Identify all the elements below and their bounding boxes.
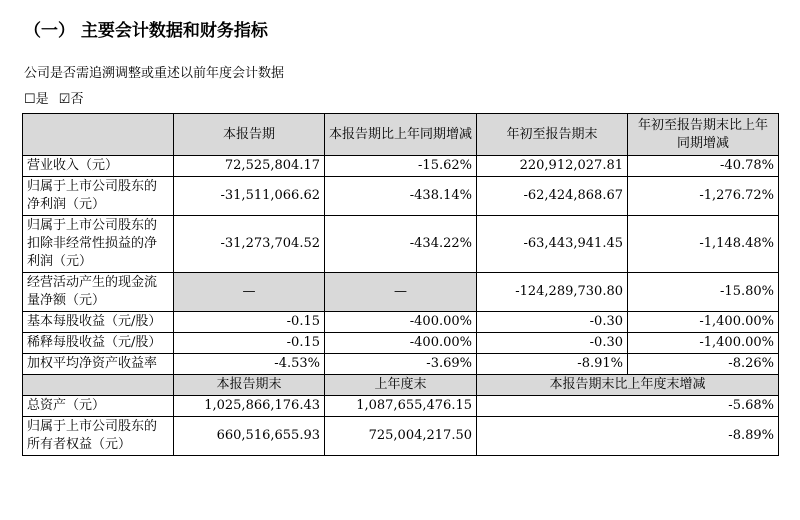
table-row — [23, 177, 779, 216]
header-blank — [23, 375, 174, 396]
cell: -0.15 — [174, 312, 325, 333]
table-row — [23, 156, 779, 177]
cell: -1,400.00% — [628, 333, 779, 354]
financial-indicators-table — [22, 113, 779, 456]
table-row — [23, 417, 779, 456]
row-label: 总资产（元） — [23, 396, 174, 417]
table-row — [23, 216, 779, 273]
cell: -15.62% — [325, 156, 477, 177]
section-title: （一） 主要会计数据和财务指标 — [24, 21, 268, 41]
cell: -63,443,941.45 — [477, 216, 628, 273]
header-ytd: 年初至报告期末 — [477, 114, 628, 156]
choice-yes[interactable]: ☐是 — [24, 92, 49, 107]
cell: -1,400.00% — [628, 312, 779, 333]
header-period-end: 本报告期末 — [174, 375, 325, 396]
cell-not-applicable: — — [174, 273, 325, 312]
row-label: 归属于上市公司股东的所有者权益（元） — [23, 417, 174, 456]
cell: -31,511,066.62 — [174, 177, 325, 216]
cell: -434.22% — [325, 216, 477, 273]
header-ytd-yoy: 年初至报告期末比上年同期增减 — [628, 114, 779, 156]
cell: -0.30 — [477, 312, 628, 333]
header-current-period: 本报告期 — [174, 114, 325, 156]
cell: 1,025,866,176.43 — [174, 396, 325, 417]
table-row — [23, 354, 779, 375]
cell: -8.26% — [628, 354, 779, 375]
header-current-yoy: 本报告期比上年同期增减 — [325, 114, 477, 156]
cell: -3.69% — [325, 354, 477, 375]
cell: -62,424,868.67 — [477, 177, 628, 216]
cell: -0.30 — [477, 333, 628, 354]
table-header-row — [23, 114, 779, 156]
cell: -400.00% — [325, 312, 477, 333]
restatement-question: 公司是否需追溯调整或重述以前年度会计数据 — [24, 66, 285, 81]
cell: 725,004,217.50 — [325, 417, 477, 456]
table2-header-row — [23, 375, 779, 396]
table-row — [23, 312, 779, 333]
cell: -438.14% — [325, 177, 477, 216]
row-label: 加权平均净资产收益率 — [23, 354, 174, 375]
cell-not-applicable: — — [325, 273, 477, 312]
table-row — [23, 333, 779, 354]
cell: 220,912,027.81 — [477, 156, 628, 177]
header-prior-year-end: 上年度末 — [325, 375, 477, 396]
cell: -124,289,730.80 — [477, 273, 628, 312]
header-period-change: 本报告期末比上年度末增减 — [477, 375, 779, 396]
choice-no[interactable]: ☑否 — [58, 92, 84, 107]
cell: -40.78% — [628, 156, 779, 177]
cell: -1,276.72% — [628, 177, 779, 216]
row-label: 归属于上市公司股东的扣除非经常性损益的净利润（元） — [23, 216, 174, 273]
cell: 660,516,655.93 — [174, 417, 325, 456]
cell: -15.80% — [628, 273, 779, 312]
cell: -0.15 — [174, 333, 325, 354]
row-label: 归属于上市公司股东的净利润（元） — [23, 177, 174, 216]
row-label: 基本每股收益（元/股） — [23, 312, 174, 333]
cell: -400.00% — [325, 333, 477, 354]
cell: -31,273,704.52 — [174, 216, 325, 273]
table-row — [23, 396, 779, 417]
row-label: 营业收入（元） — [23, 156, 174, 177]
row-label: 稀释每股收益（元/股） — [23, 333, 174, 354]
header-blank — [23, 114, 174, 156]
cell: 1,087,655,476.15 — [325, 396, 477, 417]
cell: 72,525,804.17 — [174, 156, 325, 177]
cell: -5.68% — [477, 396, 779, 417]
cell: -8.89% — [477, 417, 779, 456]
restatement-choices — [24, 88, 89, 107]
cell: -4.53% — [174, 354, 325, 375]
row-label: 经营活动产生的现金流量净额（元） — [23, 273, 174, 312]
cell: -8.91% — [477, 354, 628, 375]
table-row — [23, 273, 779, 312]
cell: -1,148.48% — [628, 216, 779, 273]
